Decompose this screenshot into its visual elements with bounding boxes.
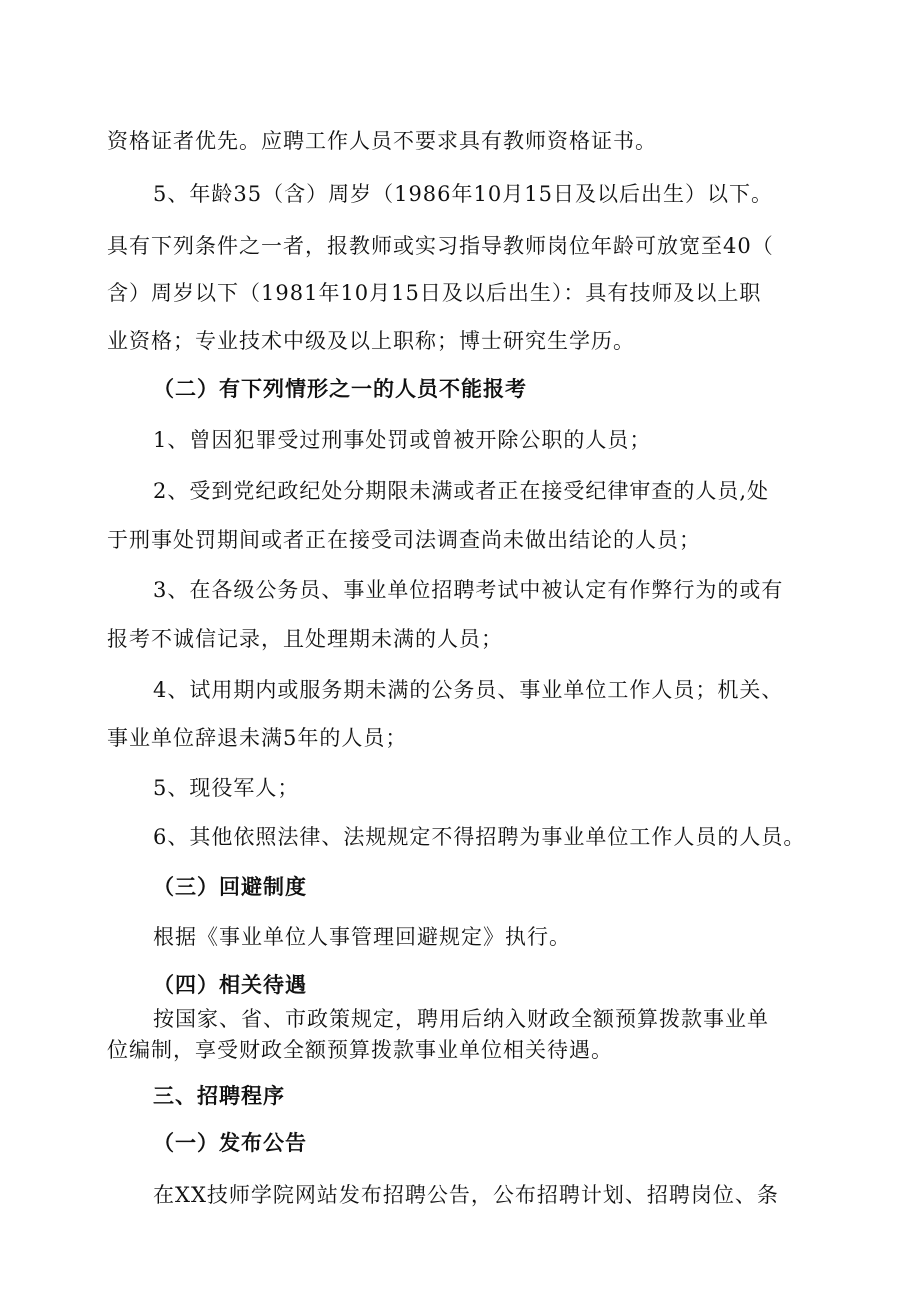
text-line: 具有下列条件之一者，报教师或实习指导教师岗位年龄可放宽至40（ [107, 234, 774, 258]
text-line: 5、现役军人； [153, 776, 300, 800]
text-line: 业资格；专业技术中级及以上职称；博士研究生学历。 [107, 329, 635, 353]
text-line: 6、其他依照法律、法规规定不得招聘为事业单位工作人员的人员。 [153, 825, 806, 849]
section-heading: （三）回避制度 [153, 875, 307, 899]
section-heading: （四）相关待遇 [153, 973, 307, 997]
section-heading: （二）有下列情形之一的人员不能报考 [153, 377, 527, 401]
text-line: 3、在各级公务员、事业单位招聘考试中被认定有作弊行为的或有 [153, 578, 784, 602]
text-line: 2、受到党纪政纪处分期限未满或者正在接受纪律审查的人员,处 [153, 479, 770, 503]
text-line: 事业单位辞退未满5年的人员； [107, 726, 408, 750]
text-line: 在XX技师学院网站发布招聘公告，公布招聘计划、招聘岗位、条 [153, 1183, 779, 1207]
text-line: 1、曾因犯罪受过刑事处罚或曾被开除公职的人员； [153, 428, 652, 452]
text-line: 按国家、省、市政策规定，聘用后纳入财政全额预算拨款事业单 [153, 1007, 769, 1031]
text-line: 4、试用期内或服务期未满的公务员、事业单位工作人员；机关、 [153, 678, 784, 702]
text-line: 5、年龄35（含）周岁（1986年10月15日及以后出生）以下。 [153, 182, 773, 206]
text-line: 位编制，享受财政全额预算拨款事业单位相关待遇。 [107, 1038, 613, 1062]
text-line: 报考不诚信记录，且处理期未满的人员； [107, 627, 503, 651]
text-line: 于刑事处罚期间或者正在接受司法调查尚未做出结论的人员； [107, 528, 701, 552]
text-line: 含）周岁以下（1981年10月15日及以后出生）：具有技师及以上职 [107, 281, 762, 305]
section-heading: 三、招聘程序 [153, 1084, 285, 1108]
text-line: 根据《事业单位人事管理回避规定》执行。 [153, 925, 571, 949]
section-heading: （一）发布公告 [153, 1131, 307, 1155]
text-line: 资格证者优先。应聘工作人员不要求具有教师资格证书。 [107, 129, 657, 153]
